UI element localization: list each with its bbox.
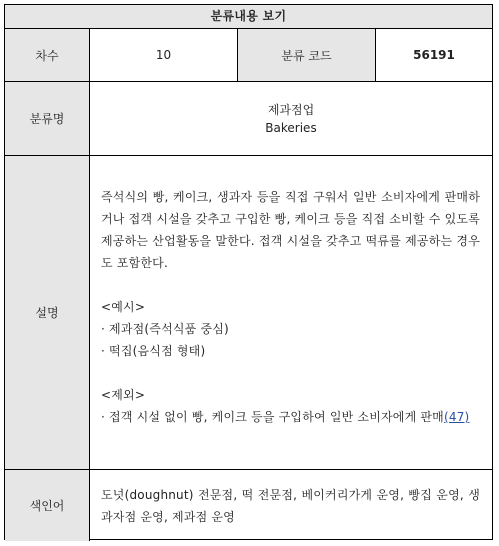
name-value-cell: [90, 82, 492, 155]
classification-detail-table: [4, 4, 493, 540]
exclusions-heading: <제외>: [101, 388, 146, 402]
code-value-cell: [376, 29, 492, 81]
order-label-cell: [5, 29, 90, 81]
description-body: [101, 186, 480, 428]
index-label: 색인어: [29, 499, 65, 513]
code-label-cell: [238, 29, 376, 81]
description-label: 설명: [35, 306, 59, 320]
order-label: 차수: [35, 48, 59, 63]
exclusion-text: · 접객 시설 없이 빵, 케이크 등을 구입하여 일반 소비자에게 판매: [101, 410, 444, 424]
exclusion-reference-link[interactable]: (47): [443, 410, 470, 424]
order-value-cell: [90, 29, 238, 81]
table-title: [5, 5, 492, 29]
index-terms-row: [5, 470, 492, 541]
code-value: 56191: [413, 48, 455, 62]
example-item-1: · 제과점(즉석식품 중심): [101, 322, 229, 336]
index-terms: 도넛(doughnut) 전문점, 떡 전문점, 베이커리가게 운영, 빵집 운영, 생과자점 운영, 제과점 운영: [101, 488, 480, 524]
name-label-cell: [5, 82, 90, 155]
order-value: 10: [155, 48, 172, 62]
name-korean: 제과점업: [267, 102, 315, 117]
description-label-cell: [5, 156, 90, 469]
examples-heading: <예시>: [101, 300, 146, 314]
name-row: [5, 82, 492, 156]
example-item-2: · 떡집(음식점 형태): [101, 344, 206, 358]
description-row: [5, 156, 492, 470]
code-label: 분류 코드: [281, 48, 332, 63]
description-paragraph: 즉석식의 빵, 케이크, 생과자 등을 직접 구워서 일반 소비자에게 판매하거나 접객 시설을 갖추고 구입한 빵, 케이크 등을 직접 소비할 수 있도록 제공하는 산업활동을 말한다. 접객 시설을 갖추고 떡류를 제공하는 경우도 포함한다.: [101, 190, 480, 270]
name-label: 분류명: [29, 112, 65, 126]
index-label-cell: [5, 470, 90, 541]
header-row: [5, 29, 492, 82]
name-english: Bakeries: [265, 120, 317, 135]
exclusion-item: [101, 406, 480, 428]
table-title-text: 분류내용 보기: [210, 9, 287, 23]
